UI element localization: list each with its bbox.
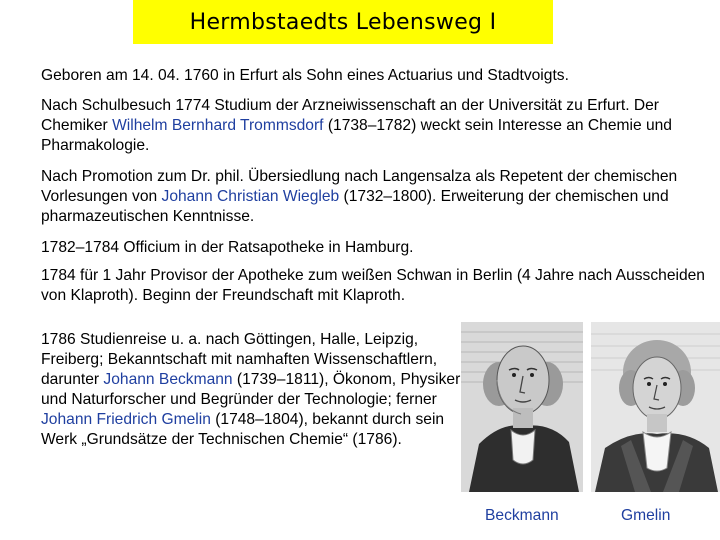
paragraph-text: (1748‒1804), bekannt durch sein Werk „Grundsätze der Technischen Chemie“ (1786). [41, 411, 445, 448]
paragraph-text: (1732‒1800). Erweiterung der chemischen und pharmazeutischen Kenntnisse. [41, 188, 669, 225]
person-name-beckmann: Johann Beckmann [103, 371, 233, 388]
paragraph-text: 1786 Studienreise u. a. nach Göttingen, Halle, Leipzig, Freiberg; Bekanntschaft mit namhaften Wissenschaftlern, darunter [41, 331, 438, 388]
paragraph-text: (1739‒1811), Ökonom, Physiker und Naturforscher und Begründer der Technologie; ferner [41, 371, 461, 408]
beckmann-engraving [461, 322, 583, 492]
gmelin-engraving [591, 322, 720, 492]
person-name-gmelin: Johann Friedrich Gmelin [41, 411, 211, 428]
paragraph-studies [41, 96, 711, 156]
caption-gmelin: Gmelin [621, 507, 671, 524]
portrait-beckmann [461, 322, 583, 492]
paragraph-berlin: 1784 für 1 Jahr Provisor der Apotheke zum weißen Schwan in Berlin (4 Jahre nach Ausscheiden von Klaproth). Beginn der Freundschaft mit Klaproth. [41, 267, 705, 304]
paragraph-study-trip [41, 330, 466, 450]
paragraph-hamburg: 1782‒1784 Officium in der Ratsapotheke in Hamburg. [41, 239, 414, 256]
paragraph-birth: Geboren am 14. 04. 1760 in Erfurt als Sohn eines Actuarius und Stadtvoigts. [41, 67, 569, 84]
paragraph-text: (1738‒1782) weckt sein Interesse an Chemie und Pharmakologie. [41, 117, 672, 154]
portrait-gmelin [591, 322, 720, 492]
slide-title: Hermbstaedts Lebensweg I [189, 9, 497, 35]
person-name-wiegleb: Johann Christian Wiegleb [161, 188, 340, 205]
paragraph-promotion [41, 167, 711, 227]
caption-beckmann: Beckmann [485, 507, 559, 524]
title-banner [133, 0, 553, 44]
paragraph-text: Nach Promotion zum Dr. phil. Übersiedlung nach Langensalza als Repetent der chemischen Vorlesungen von [41, 168, 678, 205]
paragraph-text: Nach Schulbesuch 1774 Studium der Arzneiwissenschaft an der Universität zu Erfurt. Der Chemiker [41, 97, 659, 134]
person-name-trommsdorf: Wilhelm Bernhard Trommsdorf [112, 117, 324, 134]
